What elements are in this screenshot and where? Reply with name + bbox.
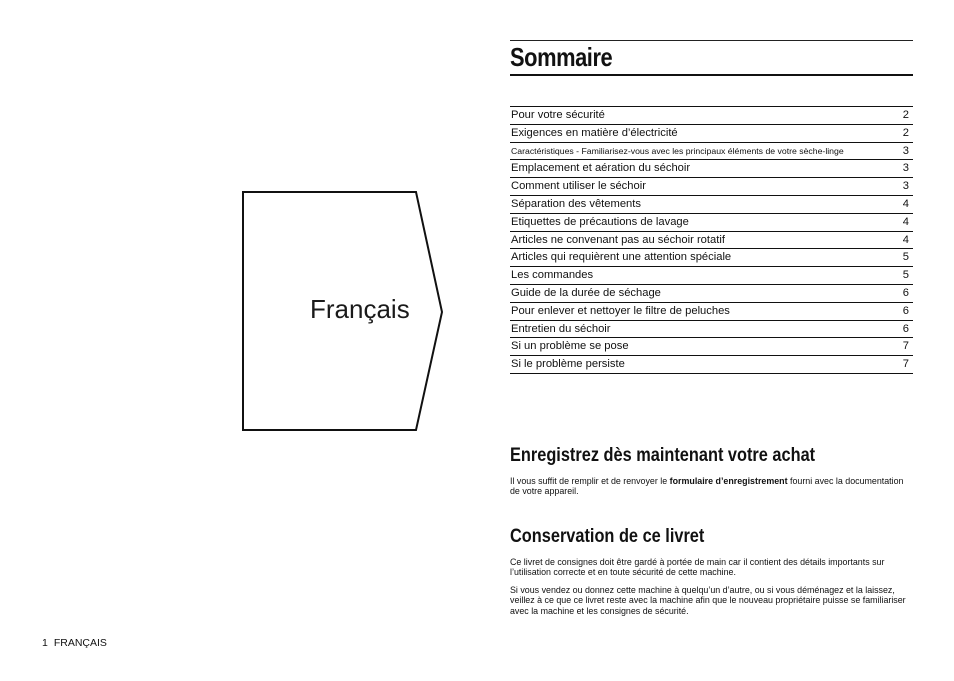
toc-item-label: Articles ne convenant pas au séchoir rotatif <box>511 233 725 246</box>
toc-row <box>510 303 913 321</box>
register-text-end: fourni avec la documentation de votre appareil. <box>510 476 904 497</box>
toc-row <box>510 214 913 232</box>
toc-item-label: Articles qui requièrent une attention spéciale <box>511 251 732 264</box>
toc-row <box>510 249 913 267</box>
toc-item-page: 2 <box>902 126 909 139</box>
toc-item-label: Si le problème persiste <box>511 358 625 371</box>
toc-item-page: 4 <box>902 215 909 228</box>
toc-item-page: 6 <box>902 304 909 317</box>
register-heading: Enregistrez dès maintenant votre achat <box>510 445 816 466</box>
toc-item-label: Guide de la durée de séchage <box>511 286 661 299</box>
toc-item-label: Pour votre sécurité <box>511 109 605 121</box>
toc-row <box>510 356 913 374</box>
toc-item-label: Entretien du séchoir <box>511 322 611 335</box>
language-label: Français <box>310 294 410 324</box>
table-of-contents <box>510 106 913 374</box>
toc-item-label: Comment utiliser le séchoir <box>511 180 646 193</box>
keep-heading: Conservation de ce livret <box>510 526 705 547</box>
toc-item-page: 3 <box>902 162 909 175</box>
toc-item-label: Les commandes <box>511 269 594 282</box>
toc-row <box>510 125 913 143</box>
toc-item-label: Etiquettes de précautions de lavage <box>511 215 689 228</box>
toc-row <box>510 107 913 125</box>
toc-row <box>510 267 913 285</box>
toc-row <box>510 160 913 178</box>
toc-item-page: 5 <box>902 251 909 264</box>
toc-heading <box>510 40 913 76</box>
toc-item-label: Séparation des vêtements <box>511 197 641 210</box>
register-paragraph <box>510 476 914 497</box>
toc-item-page: 6 <box>902 322 909 335</box>
toc-item-page: 4 <box>902 197 909 210</box>
toc-row <box>510 178 913 196</box>
footer-page-number: 1 <box>42 637 48 649</box>
toc-item-page: 4 <box>902 233 909 246</box>
toc-item-label: Pour enlever et nettoyer le filtre de peluches <box>511 304 730 317</box>
toc-row <box>510 143 913 161</box>
language-tab <box>242 191 444 432</box>
page-footer <box>42 637 107 649</box>
toc-item-page: 7 <box>902 358 909 371</box>
toc-item-label: Exigences en matière d’électricité <box>511 126 678 139</box>
toc-row <box>510 285 913 303</box>
page-title: Sommaire <box>510 42 613 72</box>
toc-item-page: 2 <box>902 109 909 121</box>
register-text-start: Il vous suffit de remplir et de renvoyer le <box>510 476 670 486</box>
toc-row <box>510 321 913 339</box>
keep-paragraph-1: Ce livret de consignes doit être gardé à portée de main car il contient des détails importants sur l’utilisation correcte et en toute sécurité de cette machine. <box>510 557 885 578</box>
toc-item-page: 5 <box>902 269 909 282</box>
toc-item-label: Emplacement et aération du séchoir <box>511 162 691 175</box>
toc-row <box>510 338 913 356</box>
register-form-name: formulaire d’enregistrement <box>669 476 788 486</box>
toc-item-page: 3 <box>902 144 909 157</box>
toc-item-page: 6 <box>902 286 909 299</box>
toc-item-label: Si un problème se pose <box>511 340 629 353</box>
toc-row <box>510 232 913 250</box>
toc-item-label: Caractéristiques - Familiarisez-vous avec les principaux éléments de votre sèche-linge <box>511 145 844 156</box>
toc-item-page: 7 <box>902 340 909 353</box>
keep-paragraph-2: Si vous vendez ou donnez cette machine à quelqu’un d’autre, ou si vous déménagez et la laissez, veillez à ce que ce livret reste avec la machine afin que le nouveau propriétaire puisse se familiariser avec la machine et les consignes de sécurité. <box>510 585 906 616</box>
toc-row <box>510 196 913 214</box>
footer-section: FRANÇAIS <box>53 637 107 649</box>
toc-item-page: 3 <box>902 180 909 193</box>
